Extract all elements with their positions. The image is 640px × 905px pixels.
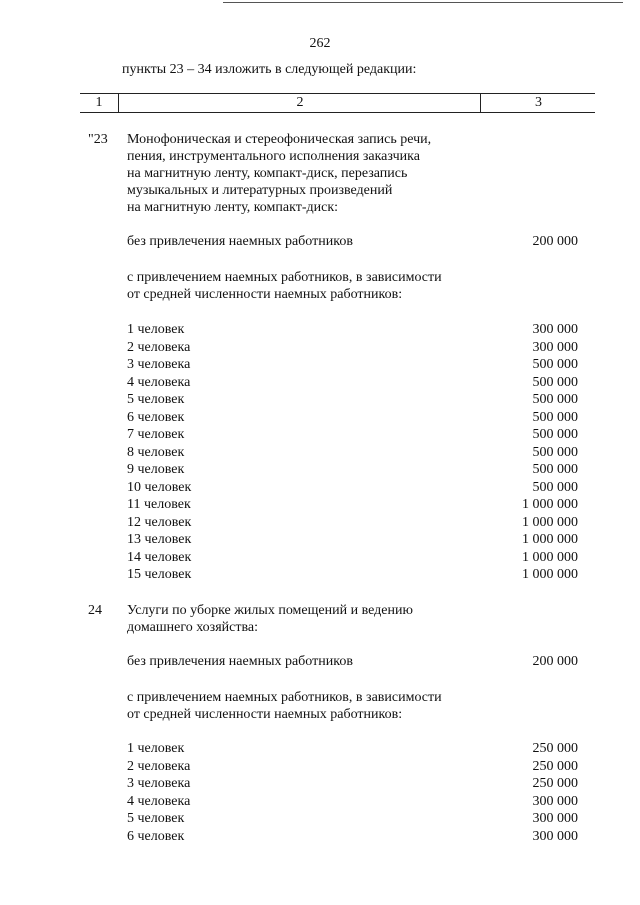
row-value: 250 000 — [532, 758, 578, 774]
item-24-no-workers-label: без привлечения наемных работников — [127, 654, 353, 669]
item-23-description-line: на магнитную ленту, компакт-диск: — [127, 200, 339, 215]
item-24-with-workers-label: с привлечением наемных работников, в зависимости — [127, 690, 442, 705]
row-label: 5 человек — [127, 811, 185, 826]
row-value: 300 000 — [532, 811, 578, 826]
row-label: 4 человека — [127, 793, 191, 809]
item-24-description-line: Услуги по уборке жилых помещений и ведению — [127, 603, 413, 618]
row-label: 14 человек — [127, 549, 192, 565]
row-label: 5 человек — [127, 392, 185, 407]
row-label: 13 человек — [127, 532, 192, 547]
row-value: 500 000 — [532, 479, 578, 495]
row-value: 500 000 — [532, 462, 578, 477]
row-value: 500 000 — [532, 357, 578, 372]
row-label: 2 человека — [127, 339, 191, 355]
item-23-no-workers-value: 200 000 — [532, 234, 578, 249]
row-value: 250 000 — [532, 776, 578, 791]
item-23-with-workers-label: от средней численности наемных работников: — [127, 287, 403, 302]
row-label: 12 человек — [127, 514, 192, 530]
row-label: 6 человек — [127, 409, 185, 425]
column-divider — [118, 94, 119, 112]
row-value: 300 000 — [532, 339, 578, 355]
column-1-header: 1 — [95, 95, 103, 110]
row-value: 500 000 — [532, 374, 578, 390]
row-value: 500 000 — [532, 427, 578, 442]
item-23-no-workers-label: без привлечения наемных работников — [127, 234, 353, 249]
row-value: 1 000 000 — [522, 532, 578, 547]
item-24-description-line: домашнего хозяйства: — [127, 620, 259, 635]
row-label: 1 человек — [127, 741, 185, 756]
row-label: 3 человека — [127, 357, 191, 372]
item-23-description-line: пения, инструментального исполнения заказчика — [127, 149, 420, 164]
row-value: 1 000 000 — [522, 514, 578, 530]
item-24-with-workers-label: от средней численности наемных работников: — [127, 707, 403, 722]
table-header — [80, 93, 595, 113]
row-label: 7 человек — [127, 427, 185, 442]
page-number: 262 — [309, 36, 331, 51]
row-value: 1 000 000 — [522, 497, 578, 512]
item-24-number: 24 — [88, 603, 102, 618]
row-value: 500 000 — [532, 444, 578, 460]
row-label: 3 человека — [127, 776, 191, 791]
row-label: 10 человек — [127, 479, 192, 495]
item-24-no-workers-value: 200 000 — [532, 654, 578, 669]
row-label: 9 человек — [127, 462, 185, 477]
row-value: 300 000 — [532, 322, 578, 337]
row-label: 8 человек — [127, 444, 185, 460]
column-divider — [480, 94, 481, 112]
row-value: 300 000 — [532, 828, 578, 844]
row-label: 6 человек — [127, 828, 185, 844]
row-value: 250 000 — [532, 741, 578, 756]
row-label: 11 человек — [127, 497, 191, 512]
item-23-description-line: Монофоническая и стереофоническая запись речи, — [127, 132, 432, 147]
intro-text: пункты 23 – 34 изложить в следующей редакции: — [122, 62, 417, 77]
item-23-number: "23 — [88, 132, 108, 147]
row-value: 1 000 000 — [522, 567, 578, 582]
column-3-header: 3 — [535, 95, 542, 110]
column-2-header: 2 — [296, 95, 304, 110]
item-23-description-line: музыкальных и литературных произведений — [127, 183, 393, 198]
row-value: 500 000 — [532, 392, 578, 407]
row-label: 15 человек — [127, 567, 192, 582]
row-label: 2 человека — [127, 758, 191, 774]
row-label: 4 человека — [127, 374, 191, 390]
row-label: 1 человек — [127, 322, 185, 337]
row-value: 500 000 — [532, 409, 578, 425]
row-value: 300 000 — [532, 793, 578, 809]
row-value: 1 000 000 — [522, 549, 578, 565]
item-23-with-workers-label: с привлечением наемных работников, в зависимости — [127, 270, 442, 285]
item-23-description-line: на магнитную ленту, компакт-диск, перезапись — [127, 166, 408, 181]
top-rule — [223, 2, 623, 3]
